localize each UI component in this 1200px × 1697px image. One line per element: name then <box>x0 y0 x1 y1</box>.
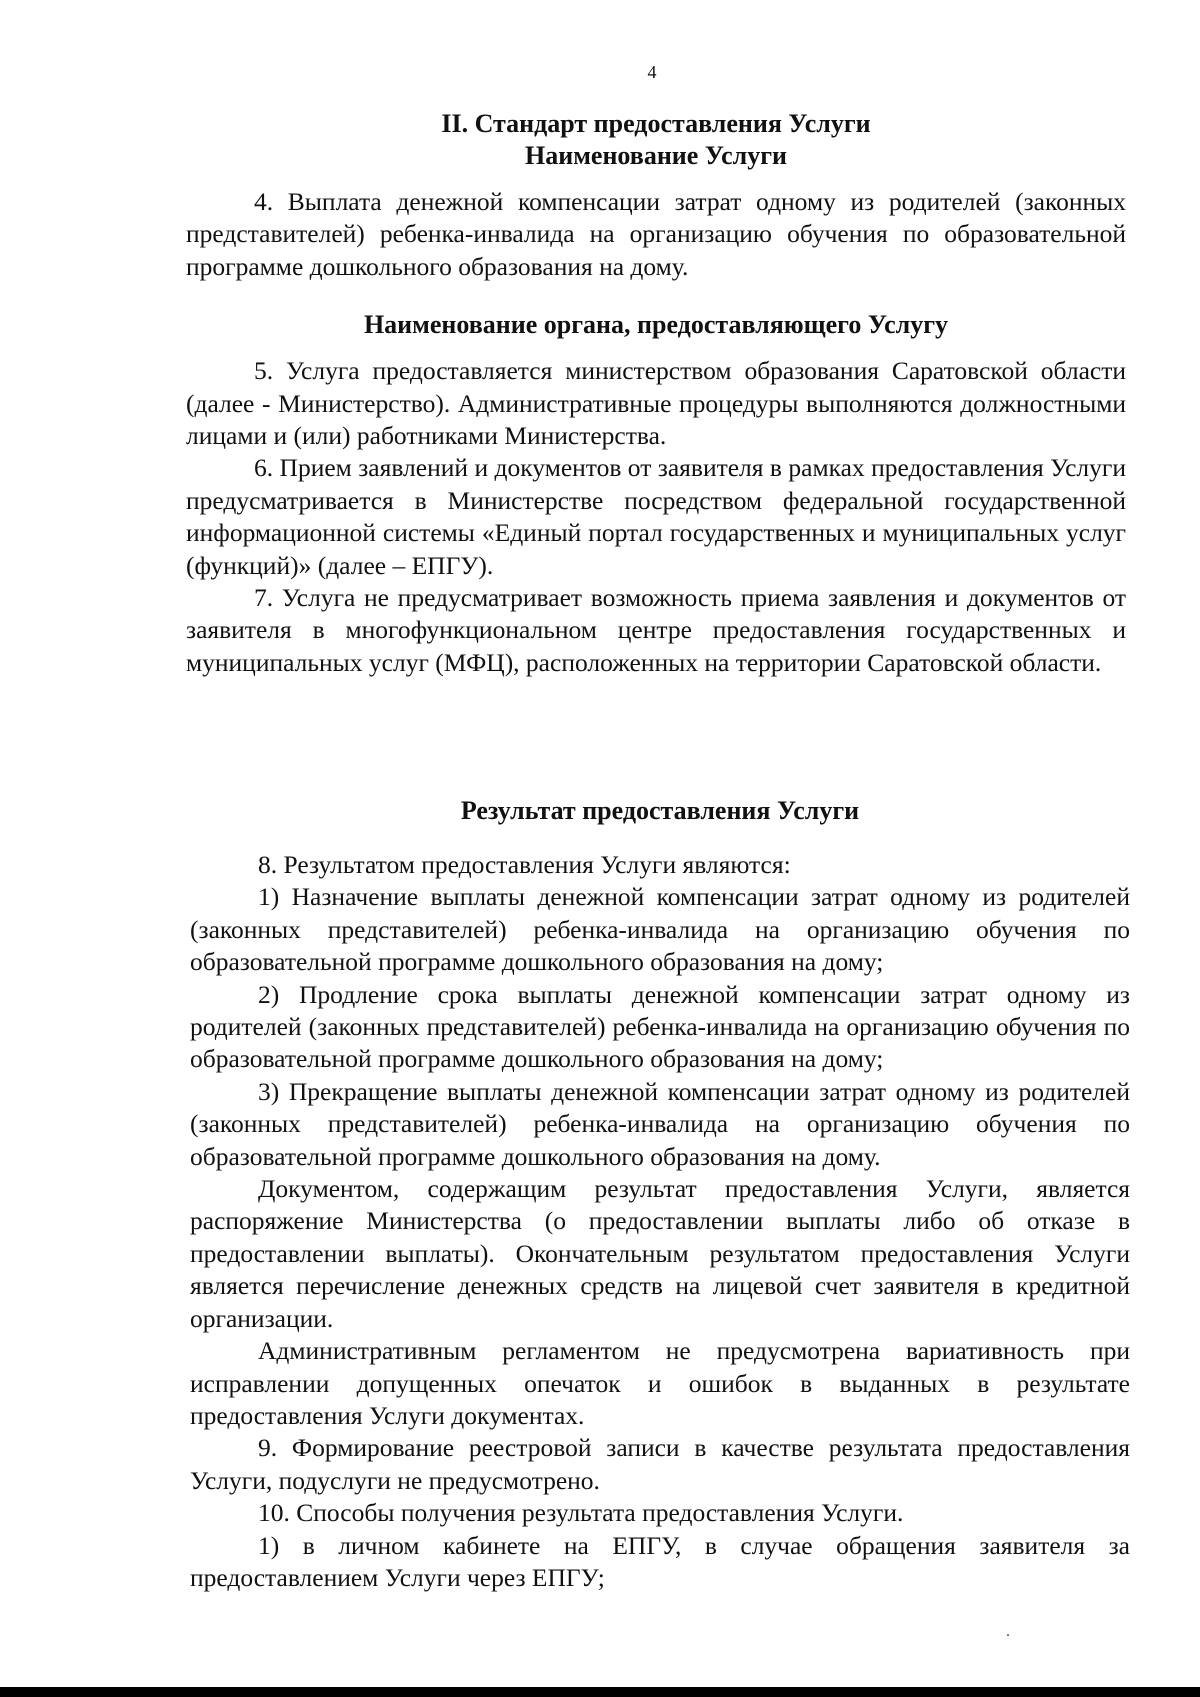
section-title: II. Стандарт предоставления Услуги <box>441 109 871 138</box>
paragraph-regulation: Административным регламентом не предусмотрена вариативность при исправлении допущенных опечаток и ошибок в выданных в результате предоставления Услуги документах. <box>190 1336 1130 1430</box>
scan-bottom-edge <box>0 1687 1200 1697</box>
paragraph-8: 8. Результатом предоставления Услуги являются: <box>258 850 791 879</box>
document-body-lower <box>190 795 1130 1594</box>
paragraph-9: 9. Формирование реестровой записи в качестве результата предоставления Услуги, подуслуги не предусмотрено. <box>190 1433 1130 1495</box>
document-body-upper <box>186 108 1126 679</box>
heading-result: Результат предоставления Услуги <box>460 796 860 825</box>
scan-speck <box>1007 1634 1009 1636</box>
paragraph-10-item-1: 1) в личном кабинете на ЕПГУ, в случае обращения заявителя за предоставлением Услуги через ЕПГУ; <box>190 1530 1130 1592</box>
paragraph-10: 10. Способы получения результата предоставления Услуги. <box>258 1498 904 1528</box>
page-number: 4 <box>647 62 657 82</box>
paragraph-8-item-1: 1) Назначение выплаты денежной компенсации затрат одному из родителей (законных представителей) ребенка-инвалида на организацию обучения по образовательной программе дошкольного образования на дому; <box>190 882 1130 977</box>
subsection-title: Наименование Услуги <box>524 141 788 170</box>
heading-organ: Наименование органа, предоставляющего Услугу <box>363 310 949 340</box>
paragraph-result-document: Документом, содержащим результат предоставления Услуги, является распоряжение Министерства (о предоставлении выплаты либо об отказе в предоставлении выплаты). Окончательным результатом предоставления Услуги является перечисление денежных средств на лицевой счет заявителя в кредитной организации. <box>190 1174 1130 1333</box>
paragraph-4: 4. Выплата денежной компенсации затрат одному из родителей (законных представителей) ребенка-инвалида на организацию обучения по образовательной программе дошкольного образования на дому. <box>186 187 1126 281</box>
paragraph-5: 5. Услуга предоставляется министерством образования Саратовской области (далее - Министерство). Административные процедуры выполняются должностными лицами и (или) работниками Министерства. <box>186 356 1126 451</box>
paragraph-8-item-3: 3) Прекращение выплаты денежной компенсации затрат одному из родителей (законных представителей) ребенка-инвалида на организацию обучения по образовательной программе дошкольного образования на дому. <box>190 1076 1130 1171</box>
paragraph-7: 7. Услуга не предусматривает возможность приема заявления и документов от заявителя в многофункциональном центре предоставления государственных и муниципальных услуг (МФЦ), расположенных на территории Саратовской области. <box>186 583 1126 677</box>
paragraph-6: 6. Прием заявлений и документов от заявителя в рамках предоставления Услуги предусматривается в Министерстве посредством федеральной государственной информационной системы «Единый портал государственных и муниципальных услуг (функций)» (далее – ЕПГУ). <box>186 453 1126 580</box>
paragraph-8-item-2: 2) Продление срока выплаты денежной компенсации затрат одному из родителей (законных представителей) ребенка-инвалида на организацию обучения по образовательной программе дошкольного образования на дому; <box>190 979 1130 1074</box>
